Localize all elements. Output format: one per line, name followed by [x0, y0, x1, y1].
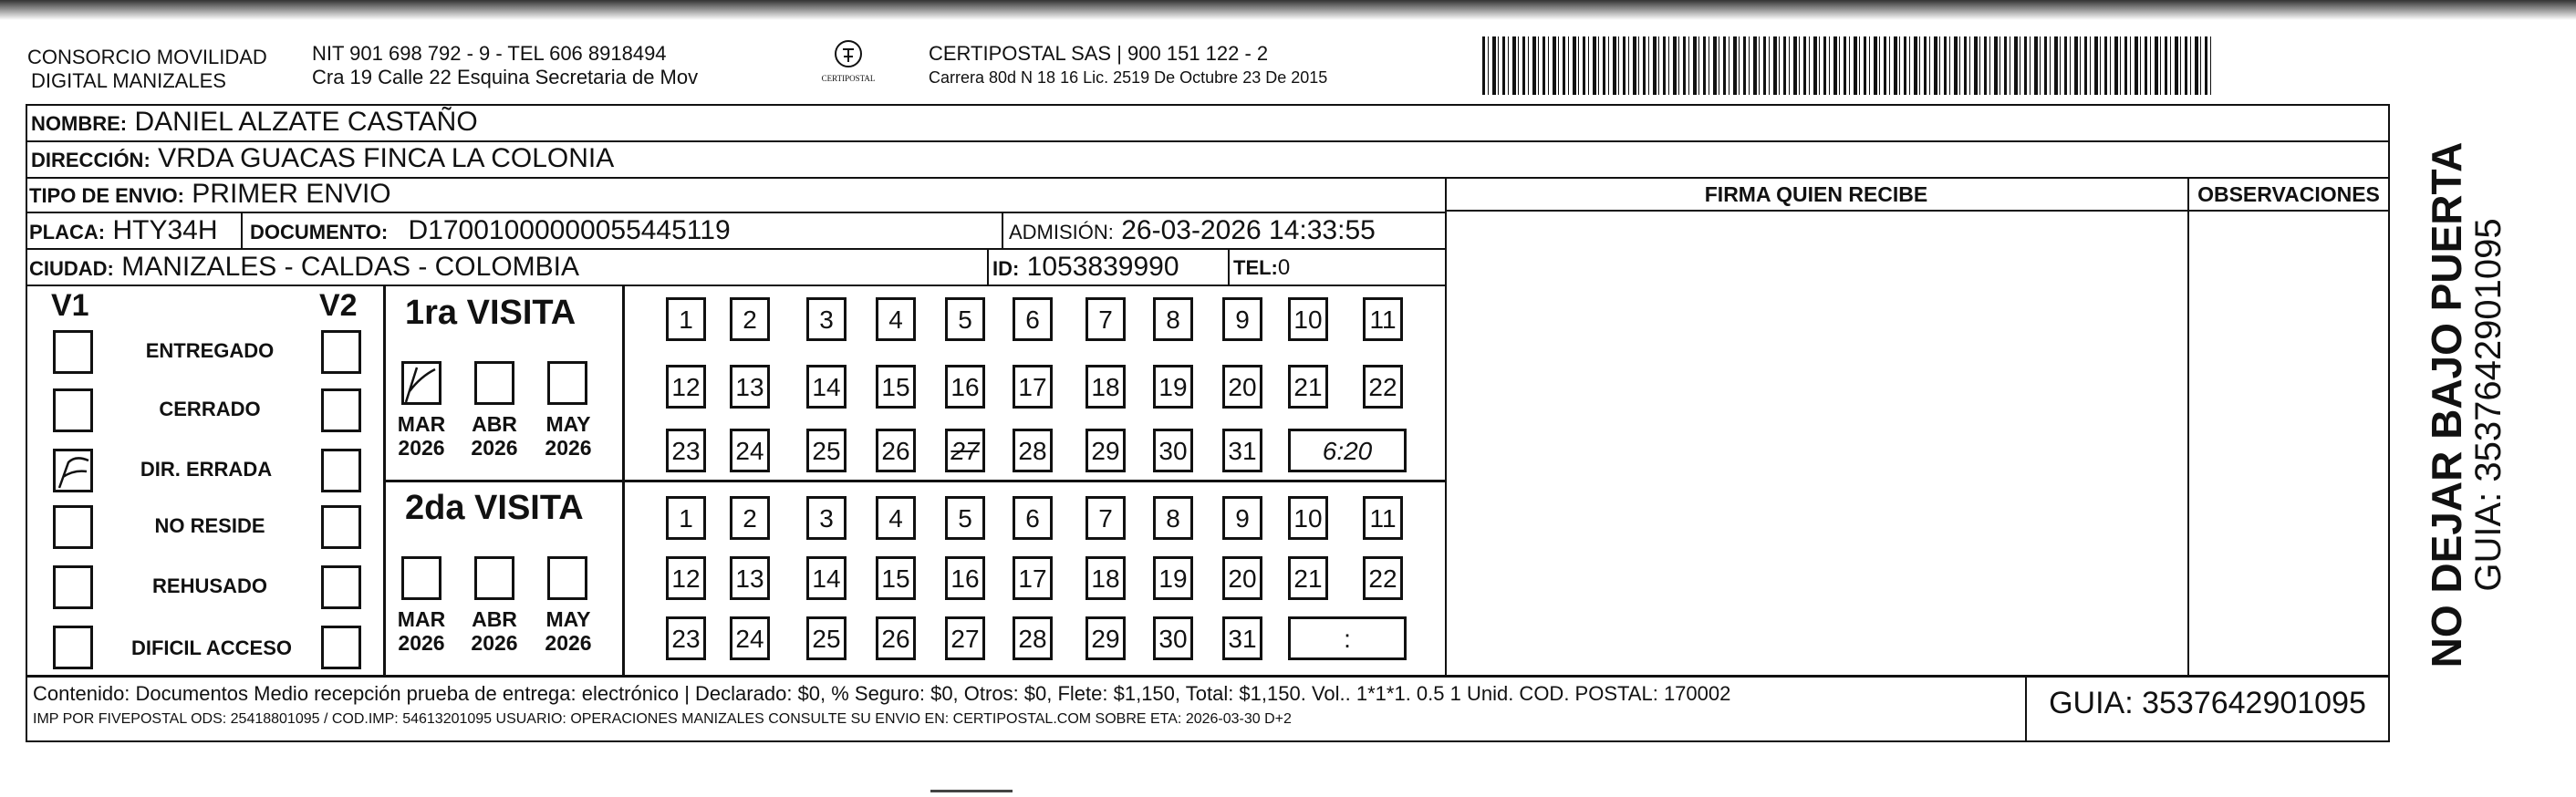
day-box-23[interactable]: 23: [666, 616, 706, 660]
day-box-9[interactable]: 9: [1222, 297, 1262, 341]
company-name: [27, 46, 267, 93]
day-box-26[interactable]: 26: [876, 429, 916, 472]
observaciones-header: OBSERVACIONES: [2197, 182, 2380, 206]
tel-field: [1233, 255, 1290, 281]
day-box-24[interactable]: 24: [730, 616, 770, 660]
divider: [26, 285, 1445, 286]
courier-line2: Carrera 80d N 18 16 Lic. 2519 De Octubre 23 De 2015: [929, 68, 1328, 87]
day-box-8[interactable]: 8: [1153, 297, 1193, 341]
day-box-31[interactable]: 31: [1222, 616, 1262, 660]
v2-checkbox-no-reside[interactable]: [321, 505, 361, 549]
v2-label: V2: [319, 288, 358, 323]
row-tipo: [29, 179, 391, 212]
day-box-29[interactable]: 29: [1085, 616, 1126, 660]
day-box-11[interactable]: 11: [1363, 297, 1403, 341]
month-label-abr-1: ABR 2026: [471, 412, 518, 460]
id-label: ID:: [992, 257, 1020, 280]
observaciones-area[interactable]: [2189, 212, 2388, 673]
day-box-31[interactable]: 31: [1222, 429, 1262, 472]
day-box-27[interactable]: 27: [945, 616, 985, 660]
month-checkbox-may-1[interactable]: [547, 361, 587, 405]
day-box-5[interactable]: 5: [945, 496, 985, 540]
day-box-9[interactable]: 9: [1222, 496, 1262, 540]
day-box-8[interactable]: 8: [1153, 496, 1193, 540]
footer-contents: Contenido: Documentos Medio recepción prueba de entrega: electrónico | Declarado: $0, % Seguro: $0, Otros: $0, Flete: $1,150, Total: $1,150. Vol.. 1*1*1. 0.5 1 Unid. COD. POSTAL: 170002: [33, 682, 1731, 705]
documento-label: DOCUMENTO:: [250, 221, 389, 243]
time-box[interactable]: 6:20: [1288, 429, 1407, 472]
placa-value: HTY34H: [112, 215, 218, 245]
month-label-may-1: MAY 2026: [545, 412, 592, 460]
ciudad-label: CIUDAD:: [29, 257, 114, 280]
company-line1: CONSORCIO MOVILIDAD: [27, 46, 267, 68]
day-box-6[interactable]: 6: [1013, 297, 1053, 341]
day-box-11[interactable]: 11: [1363, 496, 1403, 540]
divider: [26, 248, 1445, 250]
documento-value: D17001000000055445119: [408, 215, 731, 245]
first-visit-title: 1ra VISITA: [405, 294, 576, 332]
v1-checkbox-cerrado[interactable]: [53, 388, 93, 432]
side-guia: GUIA: 3537642901095: [2468, 218, 2508, 592]
firma-area[interactable]: [1447, 212, 2186, 673]
day-box-16[interactable]: 16: [945, 556, 985, 600]
day-box-4[interactable]: 4: [876, 496, 916, 540]
side-no-dejar: NO DEJAR BAJO PUERTA: [2423, 141, 2470, 668]
month-checkbox-abr-1[interactable]: [474, 361, 514, 405]
direccion-label: DIRECCIÓN:: [31, 149, 151, 171]
v1-checkbox-entregado[interactable]: [53, 330, 93, 374]
status-entregado: ENTREGADO: [145, 339, 275, 362]
company-line2: DIGITAL MANIZALES: [31, 69, 226, 92]
month-checkbox-mar-2[interactable]: [401, 556, 441, 600]
status-rehusado: REHUSADO: [152, 574, 267, 597]
scan-mark: [930, 790, 1013, 792]
day-box-17[interactable]: 17: [1013, 365, 1053, 409]
id-field: [992, 252, 1179, 285]
nombre-value: DANIEL ALZATE CASTAÑO: [134, 107, 478, 137]
nit-line: NIT 901 698 792 - 9 - TEL 606 8918494: [312, 42, 667, 65]
divider: [383, 480, 1445, 482]
day-box-17[interactable]: 17: [1013, 556, 1053, 600]
month-label-mar-2: MAR 2026: [397, 607, 446, 655]
footer-guia: GUIA: 3537642901095: [2049, 686, 2366, 720]
courier-line1: CERTIPOSTAL SAS | 900 151 122 - 2: [929, 42, 1269, 65]
day-box-28[interactable]: 28: [1013, 616, 1053, 660]
v1-checkbox-no-reside[interactable]: [53, 505, 93, 549]
admision-value: 26-03-2026 14:33:55: [1121, 215, 1376, 245]
day-box-10[interactable]: 10: [1288, 297, 1328, 341]
divider: [26, 675, 2390, 678]
month-checkbox-mar-1[interactable]: [401, 361, 441, 405]
v1-checkbox-dir-errada[interactable]: [53, 449, 93, 492]
day-box-2[interactable]: 2: [730, 297, 770, 341]
month-checkbox-may-2[interactable]: [547, 556, 587, 600]
documento-field: [250, 215, 731, 248]
second-visit-title: 2da VISITA: [405, 489, 584, 527]
day-box-22[interactable]: 22: [1363, 365, 1403, 409]
month-checkbox-abr-2[interactable]: [474, 556, 514, 600]
day-box-25[interactable]: 25: [806, 616, 847, 660]
row-placa: [29, 215, 218, 248]
v2-checkbox-dir-errada[interactable]: [321, 449, 361, 492]
day-box-29[interactable]: 29: [1085, 429, 1126, 472]
divider: [26, 212, 1445, 213]
tipo-value: PRIMER ENVIO: [192, 179, 391, 209]
day-box-26[interactable]: 26: [876, 616, 916, 660]
logo-icon: [830, 38, 867, 69]
day-box-20[interactable]: 20: [1222, 556, 1262, 600]
tel-value: 0: [1277, 255, 1291, 280]
day-box-27[interactable]: 27: [945, 429, 985, 472]
day-box-4[interactable]: 4: [876, 297, 916, 341]
checkmark-icon: [56, 451, 92, 492]
day-box-28[interactable]: 28: [1013, 429, 1053, 472]
divider: [1002, 212, 1003, 248]
firma-header: FIRMA QUIEN RECIBE: [1704, 182, 1928, 206]
day-box-18[interactable]: 18: [1085, 365, 1126, 409]
checkmark-icon: [404, 364, 441, 404]
status-no-reside: NO RESIDE: [154, 514, 265, 537]
placa-label: PLACA:: [29, 221, 106, 243]
scan-edge: [0, 0, 2576, 20]
day-box-7[interactable]: 7: [1085, 496, 1126, 540]
row-direccion: [26, 140, 2390, 177]
day-box-14[interactable]: 14: [806, 365, 847, 409]
divider: [1228, 248, 1230, 285]
day-box-1[interactable]: 1: [666, 496, 706, 540]
day-box-12[interactable]: 12: [666, 556, 706, 600]
day-box-24[interactable]: 24: [730, 429, 770, 472]
row-ciudad: [29, 252, 579, 285]
nombre-label: NOMBRE:: [31, 112, 128, 135]
day-box-14[interactable]: 14: [806, 556, 847, 600]
company-info: [312, 42, 698, 89]
logo-text: CERTIPOSTAL: [821, 74, 876, 83]
footer-print-info: IMP POR FIVEPOSTAL ODS: 25418801095 / COD.IMP: 54613201095 USUARIO: OPERACIONES MANIZALES CONSULTE SU ENVIO EN: CERTIPOSTAL.COM SOBRE ETA: 2026-03-30 D+2: [33, 711, 1292, 727]
id-value: 1053839990: [1026, 252, 1179, 282]
v2-checkbox-rehusado[interactable]: [321, 565, 361, 609]
v2-checkbox-entregado[interactable]: [321, 330, 361, 374]
status-cerrado: CERRADO: [159, 398, 261, 420]
day-box-12[interactable]: 12: [666, 365, 706, 409]
admision-field: [1009, 215, 1376, 248]
day-box-5[interactable]: 5: [945, 297, 985, 341]
month-label-abr-2: ABR 2026: [471, 607, 518, 655]
day-box-25[interactable]: 25: [806, 429, 847, 472]
status-dir-errada: DIR. ERRADA: [140, 458, 273, 481]
month-label-mar-1: MAR 2026: [397, 412, 446, 460]
day-box-10[interactable]: 10: [1288, 496, 1328, 540]
time-box[interactable]: :: [1288, 616, 1407, 660]
day-box-19[interactable]: 19: [1153, 556, 1193, 600]
day-box-13[interactable]: 13: [730, 365, 770, 409]
divider: [987, 248, 989, 285]
day-box-21[interactable]: 21: [1288, 365, 1328, 409]
day-box-7[interactable]: 7: [1085, 297, 1126, 341]
day-box-18[interactable]: 18: [1085, 556, 1126, 600]
courier-info: [929, 42, 1327, 89]
day-box-3[interactable]: 3: [806, 496, 847, 540]
v1-label: V1: [51, 288, 89, 323]
side-warning: [2425, 142, 2508, 668]
v2-checkbox-cerrado[interactable]: [321, 388, 361, 432]
address-line: Cra 19 Calle 22 Esquina Secretaria de Mov: [312, 66, 699, 88]
day-box-15[interactable]: 15: [876, 365, 916, 409]
day-box-23[interactable]: 23: [666, 429, 706, 472]
divider: [241, 212, 243, 248]
v2-checkbox-dificil-acceso[interactable]: [321, 626, 361, 669]
day-box-1[interactable]: 1: [666, 297, 706, 341]
day-box-30[interactable]: 30: [1153, 616, 1193, 660]
certipostal-logo: [812, 38, 885, 83]
day-box-3[interactable]: 3: [806, 297, 847, 341]
day-box-22[interactable]: 22: [1363, 556, 1403, 600]
day-box-13[interactable]: 13: [730, 556, 770, 600]
admision-label: ADMISIÓN:: [1009, 221, 1114, 243]
day-box-15[interactable]: 15: [876, 556, 916, 600]
day-box-19[interactable]: 19: [1153, 365, 1193, 409]
day-box-30[interactable]: 30: [1153, 429, 1193, 472]
tel-label: TEL:: [1233, 256, 1278, 279]
row-nombre: [26, 104, 2390, 140]
ciudad-value: MANIZALES - CALDAS - COLOMBIA: [121, 252, 580, 282]
month-label-may-2: MAY 2026: [545, 607, 592, 655]
day-box-2[interactable]: 2: [730, 496, 770, 540]
day-box-21[interactable]: 21: [1288, 556, 1328, 600]
v1-checkbox-dificil-acceso[interactable]: [53, 626, 93, 669]
status-dificil-acceso: DIFICIL ACCESO: [130, 637, 292, 659]
tipo-label: TIPO DE ENVIO:: [29, 184, 184, 207]
v1-checkbox-rehusado[interactable]: [53, 565, 93, 609]
barcode: [1482, 36, 2212, 95]
direccion-value: VRDA GUACAS FINCA LA COLONIA: [158, 143, 615, 173]
day-box-20[interactable]: 20: [1222, 365, 1262, 409]
day-box-16[interactable]: 16: [945, 365, 985, 409]
day-box-6[interactable]: 6: [1013, 496, 1053, 540]
